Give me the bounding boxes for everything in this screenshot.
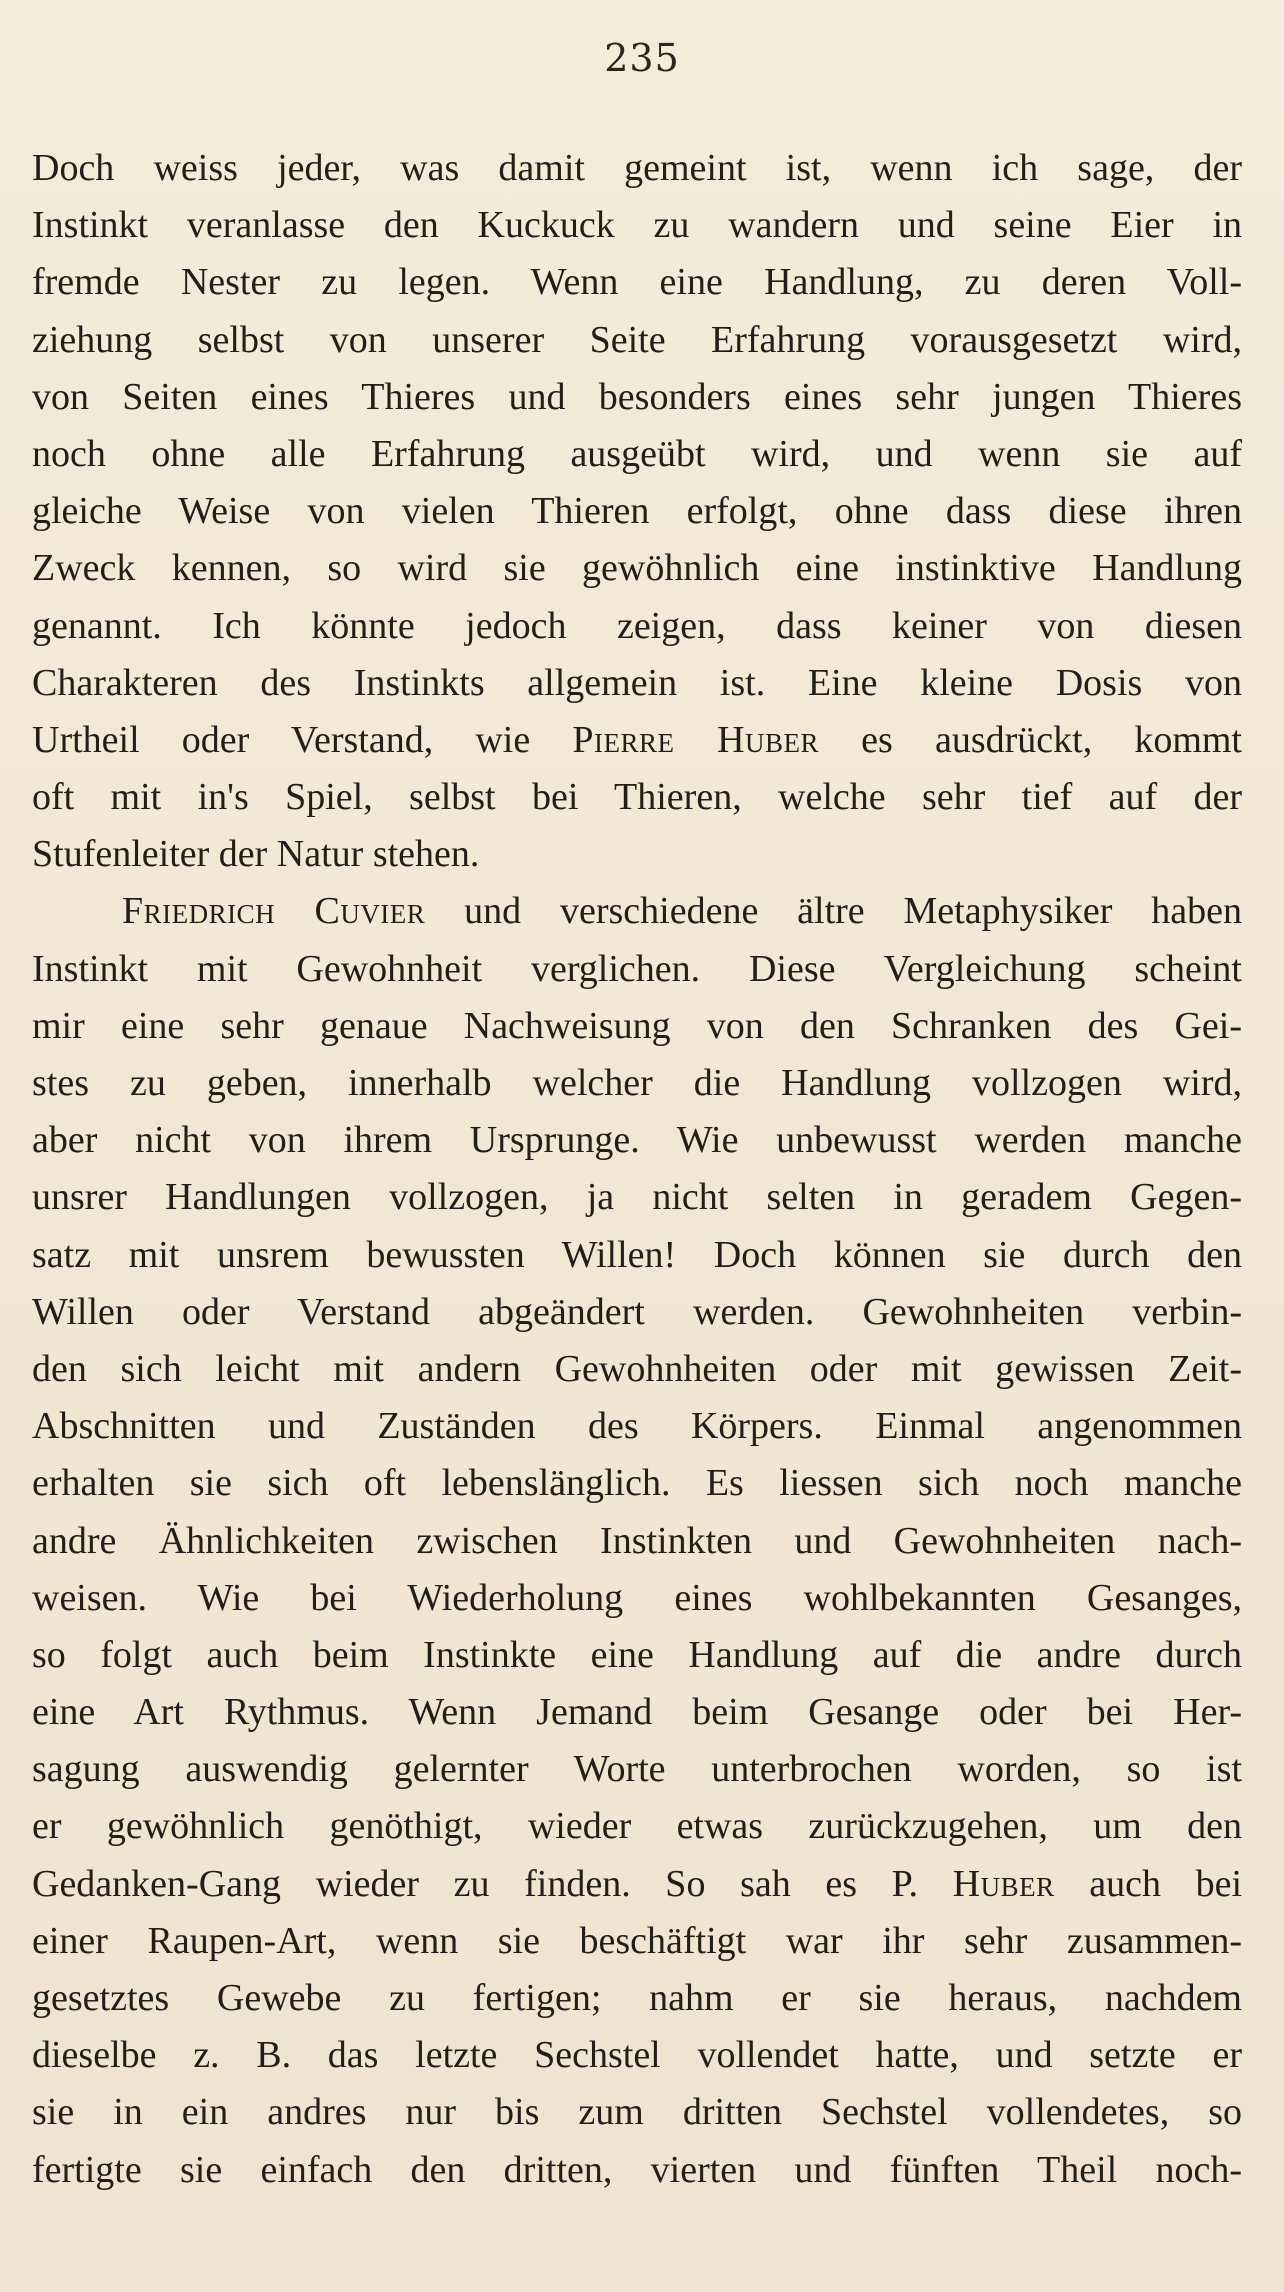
text-line xyxy=(32,254,1242,311)
text-segment: eine Art Rythmus. Wenn Jemand beim Gesange oder bei Her- xyxy=(32,1691,1242,1734)
small-caps-name: Pierre Huber xyxy=(572,718,820,761)
text-line xyxy=(32,998,1242,1055)
text-segment: Urtheil oder Verstand, wie xyxy=(32,718,573,761)
text-segment: aber nicht von ihrem Ursprunge. Wie unbewusst werden manche xyxy=(32,1119,1242,1162)
text-segment: sie in ein andres nur bis zum dritten Sechstel vollendetes, so xyxy=(32,2091,1242,2134)
text-line xyxy=(32,1513,1242,1570)
text-segment: einer Raupen-Art, wenn sie beschäftigt war ihr sehr zusammen- xyxy=(32,1919,1242,1962)
text-line xyxy=(32,1227,1242,1284)
body-text xyxy=(32,140,1242,2199)
text-line xyxy=(32,1627,1242,1684)
text-segment: Willen oder Verstand abgeändert werden. Gewohnheiten verbin- xyxy=(32,1290,1242,1333)
text-segment: dieselbe z. B. das letzte Sechstel vollendet hatte, und setzte er xyxy=(32,2034,1242,2077)
text-line xyxy=(32,1798,1242,1855)
text-line xyxy=(32,1284,1242,1341)
text-line xyxy=(32,826,1242,883)
text-segment: auch bei xyxy=(1054,1862,1242,1905)
text-line xyxy=(32,483,1242,540)
text-segment: erhalten sie sich oft lebenslänglich. Es liessen sich noch manche xyxy=(32,1462,1242,1505)
text-segment: er gewöhnlich genöthigt, wieder etwas zurückzugehen, um den xyxy=(32,1805,1242,1848)
text-segment: stes zu geben, innerhalb welcher die Handlung vollzogen wird, xyxy=(32,1062,1242,1104)
paragraph xyxy=(32,140,1242,883)
text-line xyxy=(32,369,1242,426)
text-segment: Charakteren des Instinkts allgemein ist. Eine kleine Dosis von xyxy=(32,661,1242,704)
text-segment: Instinkt veranlasse den Kuckuck zu wandern und seine Eier in xyxy=(32,204,1242,247)
small-caps-name: Huber xyxy=(952,1862,1055,1905)
text-line xyxy=(32,1856,1242,1913)
text-segment: Instinkt mit Gewohnheit verglichen. Diese Vergleichung scheint xyxy=(32,947,1242,990)
text-segment: den sich leicht mit andern Gewohnheiten oder mit gewissen Zeit- xyxy=(32,1347,1242,1390)
text-line xyxy=(32,712,1242,769)
text-line xyxy=(32,2027,1242,2084)
text-segment: oft mit in's Spiel, selbst bei Thieren, welche sehr tief auf der xyxy=(32,776,1242,819)
text-segment: es ausdrückt, kommt xyxy=(819,718,1242,761)
text-line xyxy=(32,1455,1242,1512)
text-segment: unsrer Handlungen vollzogen, ja nicht selten in geradem Gegen- xyxy=(32,1176,1242,1219)
text-segment: von Seiten eines Thieres und besonders eines sehr jungen Thieres xyxy=(32,375,1242,418)
text-segment: Doch weiss jeder, was damit gemeint ist, wenn ich sage, der xyxy=(32,147,1242,189)
paragraph xyxy=(32,883,1242,2198)
text-segment: Zweck kennen, so wird sie gewöhnlich eine instinktive Handlung xyxy=(32,547,1242,590)
text-line xyxy=(32,1112,1242,1169)
text-segment: Abschnitten und Zuständen des Körpers. Einmal angenommen xyxy=(32,1405,1242,1448)
text-segment: und verschiedene ältre Metaphysiker haben xyxy=(425,890,1242,933)
text-line xyxy=(32,1570,1242,1627)
text-segment: andre Ähnlichkeiten zwischen Instinkten und Gewohnheiten nach- xyxy=(32,1519,1242,1562)
text-line xyxy=(32,941,1242,998)
text-line xyxy=(32,426,1242,483)
text-line xyxy=(32,1341,1242,1398)
text-segment: genannt. Ich könnte jedoch zeigen, dass keiner von diesen xyxy=(32,604,1242,647)
text-line xyxy=(32,1055,1242,1112)
text-line xyxy=(32,769,1242,826)
text-segment: Gedanken-Gang wieder zu finden. So sah es P. xyxy=(32,1862,953,1905)
text-segment: Stufenleiter der Natur stehen. xyxy=(32,833,480,876)
text-line xyxy=(32,2142,1242,2199)
text-segment: gleiche Weise von vielen Thieren erfolgt, ohne dass diese ihren xyxy=(32,490,1242,533)
text-line xyxy=(32,140,1242,197)
text-segment: fertigte sie einfach den dritten, vierten und fünften Theil noch- xyxy=(32,2148,1242,2191)
text-line xyxy=(32,1398,1242,1455)
text-line xyxy=(32,540,1242,597)
text-line xyxy=(32,883,1242,940)
small-caps-name: Friedrich Cuvier xyxy=(122,890,426,933)
text-line xyxy=(32,1970,1242,2027)
page-number: 235 xyxy=(604,36,680,80)
text-segment: sagung auswendig gelernter Worte unterbrochen worden, so ist xyxy=(32,1748,1242,1791)
text-segment: noch ohne alle Erfahrung ausgeübt wird, und wenn sie auf xyxy=(32,432,1242,475)
text-line xyxy=(32,1169,1242,1226)
text-segment: mir eine sehr genaue Nachweisung von den Schranken des Gei- xyxy=(32,1004,1242,1047)
text-line xyxy=(32,2084,1242,2141)
text-line xyxy=(32,598,1242,655)
text-segment: ziehung selbst von unserer Seite Erfahrung vorausgesetzt wird, xyxy=(32,318,1242,361)
text-segment: so folgt auch beim Instinkte eine Handlung auf die andre durch xyxy=(32,1633,1242,1676)
text-line xyxy=(32,197,1242,254)
text-line xyxy=(32,312,1242,369)
text-segment: gesetztes Gewebe zu fertigen; nahm er sie heraus, nachdem xyxy=(32,1977,1242,2019)
text-line xyxy=(32,1913,1242,1970)
text-segment: fremde Nester zu legen. Wenn eine Handlung, zu deren Voll- xyxy=(32,261,1242,304)
text-line xyxy=(32,655,1242,712)
text-segment: satz mit unsrem bewussten Willen! Doch können sie durch den xyxy=(32,1233,1242,1276)
text-segment: weisen. Wie bei Wiederholung eines wohlbekannten Gesanges, xyxy=(32,1576,1242,1619)
text-line xyxy=(32,1684,1242,1741)
text-line xyxy=(32,1741,1242,1798)
